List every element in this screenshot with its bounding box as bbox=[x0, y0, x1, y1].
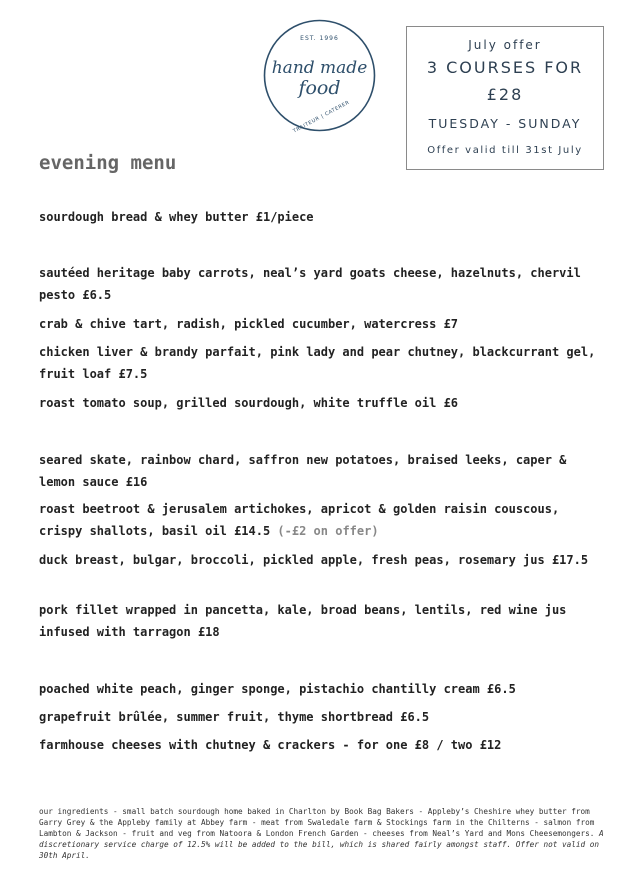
menu-item-main: pork fillet wrapped in pancetta, kale, broad beans, lentils, red wine jus infused with tarragon £18 bbox=[39, 603, 567, 639]
logo-line-1: hand made bbox=[271, 58, 368, 78]
ingredients-footer bbox=[39, 806, 614, 861]
offer-title: July offer bbox=[468, 38, 542, 52]
logo-line-2: food bbox=[298, 77, 341, 99]
menu-item-starter: roast tomato soup, grilled sourdough, white truffle oil £6 bbox=[39, 396, 459, 410]
menu-item-dessert: grapefruit brûlée, summer fruit, thyme shortbread £6.5 bbox=[39, 710, 430, 724]
offer-days: TUESDAY - SUNDAY bbox=[428, 116, 582, 131]
menu-item-dessert: farmhouse cheeses with chutney & crackers - for one £8 / two £12 bbox=[39, 738, 502, 752]
menu-item-starter: chicken liver & brandy parfait, pink lady and pear chutney, blackcurrant gel, fruit loaf £7.5 bbox=[39, 345, 596, 381]
menu-item-starter: sautéed heritage baby carrots, neal’s yard goats cheese, hazelnuts, chervil pesto £6.5 bbox=[39, 266, 581, 302]
offer-discount-note: (-£2 on offer) bbox=[277, 524, 379, 538]
menu-item-main: seared skate, rainbow chard, saffron new potatoes, braised leeks, caper & lemon sauce £16 bbox=[39, 453, 567, 489]
offer-price: £28 bbox=[486, 85, 524, 104]
offer-courses: 3 COURSES FOR bbox=[426, 58, 584, 77]
logo-est: EST. 1996 bbox=[300, 35, 339, 42]
offer-validity: Offer valid till 31st July bbox=[427, 145, 583, 156]
july-offer-box bbox=[406, 26, 604, 170]
menu-item-starter: crab & chive tart, radish, pickled cucumber, watercress £7 bbox=[39, 317, 459, 331]
menu-title: evening menu bbox=[39, 152, 177, 174]
hand-made-food-logo bbox=[262, 18, 377, 133]
menu-item-main: duck breast, bulgar, broccoli, pickled apple, fresh peas, rosemary jus £17.5 bbox=[39, 553, 589, 567]
menu-item-main-text: roast beetroot & jerusalem artichokes, apricot & golden raisin couscous, crispy shallots, basil oil £14.5 bbox=[39, 502, 560, 538]
menu-item-main-beetroot bbox=[39, 498, 609, 542]
menu-item-bread: sourdough bread & whey butter £1/piece bbox=[39, 210, 314, 224]
ingredients-note: our ingredients - small batch sourdough home baked in Charlton by Book Bag Bakers - Appleby’s Cheshire whey butter from Garry Grey & the Appleby family at Abbey farm - meat from Swaledale farm & Stockings farm in the Chilterns - salmon from Lambton & Jackson - fruit and veg from Natoora & London French Garden - cheeses from Neal’s Yard and Mons Cheesemongers. bbox=[39, 807, 595, 838]
service-charge-note: A discretionary service charge of 12.5% will be added to the bill, which is shared fairly amongst staff. Offer not valid on 30th April. bbox=[39, 829, 604, 860]
logo-subline: TRAITEUR | CATERER bbox=[292, 99, 351, 133]
menu-item-dessert: poached white peach, ginger sponge, pistachio chantilly cream £6.5 bbox=[39, 682, 516, 696]
